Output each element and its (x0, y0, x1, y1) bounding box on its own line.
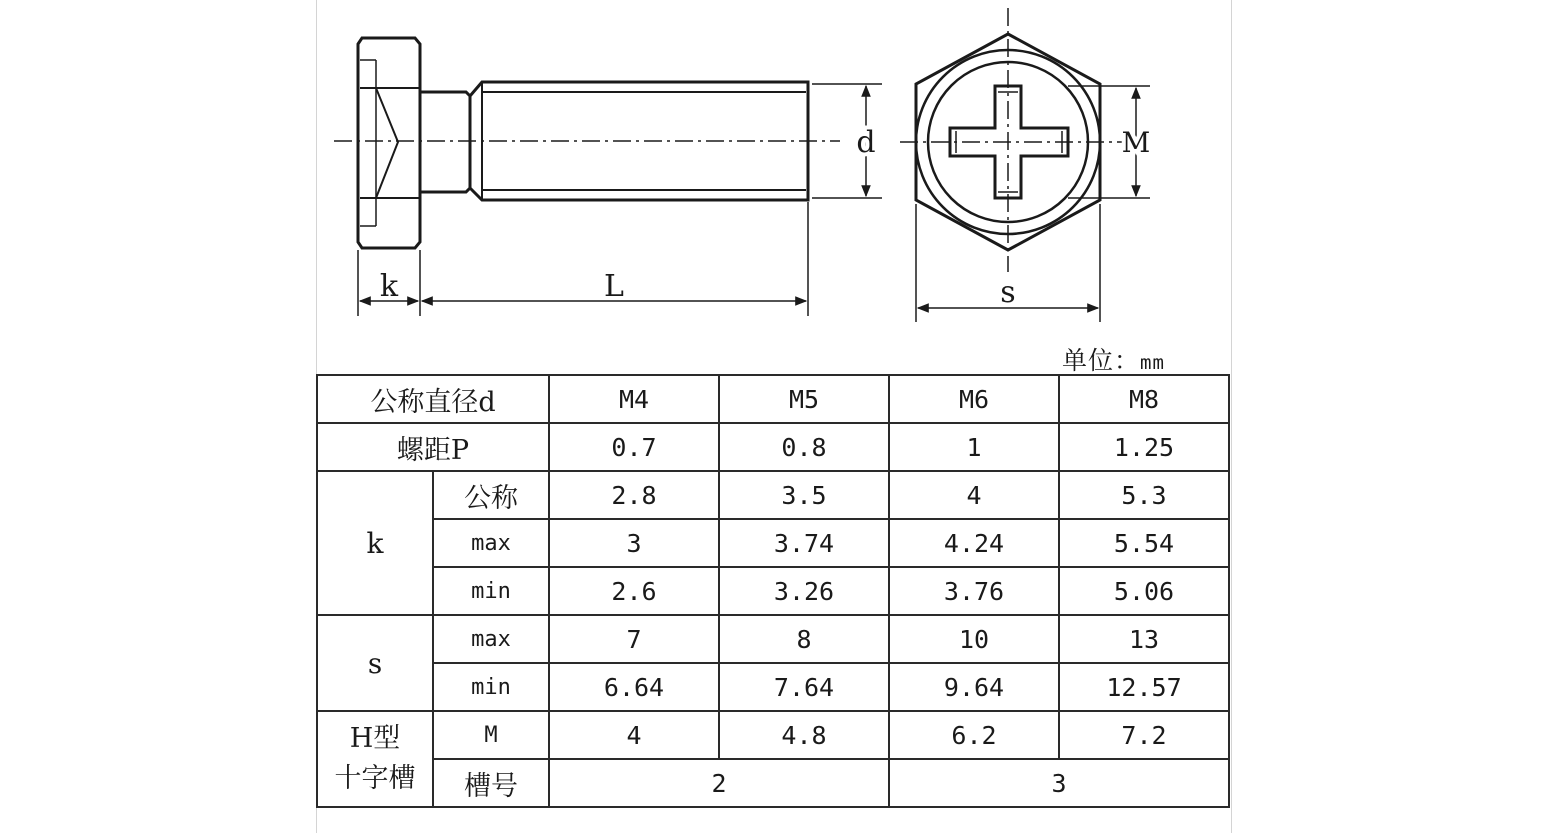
k-nominal-label: 公称 (433, 471, 549, 519)
h-recess-label-line2: 十字槽 (334, 763, 416, 794)
unit-note (1062, 341, 1165, 377)
size-cell: M6 (889, 375, 1059, 423)
table-row-s-min (317, 663, 1229, 711)
h-recess-label-line1: H型 (349, 723, 401, 754)
spec-table (316, 374, 1230, 808)
pitch-cell: 1.25 (1059, 423, 1229, 471)
screw-neck (420, 92, 470, 192)
dim-label-s: s (1000, 275, 1016, 310)
table-row-k-max (317, 519, 1229, 567)
unit-label: 单位： (1062, 346, 1141, 375)
s-max-cell: 7 (549, 615, 719, 663)
recess-M-cell: 6.2 (889, 711, 1059, 759)
side-view (358, 38, 808, 248)
size-cell: M8 (1059, 375, 1229, 423)
k-nominal-cell: 2.8 (549, 471, 719, 519)
k-max-cell: 3.74 (719, 519, 889, 567)
pitch-cell: 1 (889, 423, 1059, 471)
k-max-cell: 3 (549, 519, 719, 567)
s-min-cell: 7.64 (719, 663, 889, 711)
s-min-label: min (433, 663, 549, 711)
s-max-cell: 10 (889, 615, 1059, 663)
k-min-cell: 2.6 (549, 567, 719, 615)
dim-label-M: M (1121, 126, 1151, 159)
k-group-label: k (317, 471, 433, 615)
recess-M-label: M (433, 711, 549, 759)
dim-label-L: L (604, 269, 624, 304)
dimension-k-L (358, 202, 808, 316)
k-max-cell: 5.54 (1059, 519, 1229, 567)
k-nominal-cell: 4 (889, 471, 1059, 519)
screw-technical-drawing (0, 0, 1547, 340)
table-row-pitch (317, 423, 1229, 471)
k-min-label: min (433, 567, 549, 615)
header-label: 公称直径d (317, 375, 549, 423)
pitch-cell: 0.7 (549, 423, 719, 471)
s-max-cell: 13 (1059, 615, 1229, 663)
k-max-cell: 4.24 (889, 519, 1059, 567)
table-row-recess-M (317, 711, 1229, 759)
s-group-label: s (317, 615, 433, 711)
table-row-size (317, 375, 1229, 423)
table-row-k-min (317, 567, 1229, 615)
k-nominal-cell: 5.3 (1059, 471, 1229, 519)
screw-head-side (358, 38, 420, 248)
recess-M-cell: 4 (549, 711, 719, 759)
s-min-cell: 12.57 (1059, 663, 1229, 711)
pitch-cell: 0.8 (719, 423, 889, 471)
s-min-cell: 9.64 (889, 663, 1059, 711)
table-row-k-nominal (317, 471, 1229, 519)
slot-no-cell: 3 (889, 759, 1229, 807)
slot-no-cell: 2 (549, 759, 889, 807)
k-max-label: max (433, 519, 549, 567)
k-nominal-cell: 3.5 (719, 471, 889, 519)
h-recess-group-label (317, 711, 433, 807)
k-min-cell: 5.06 (1059, 567, 1229, 615)
k-min-cell: 3.26 (719, 567, 889, 615)
dim-label-k: k (379, 269, 399, 304)
dim-label-d: d (856, 125, 876, 160)
table-row-slot-no (317, 759, 1229, 807)
k-min-cell: 3.76 (889, 567, 1059, 615)
recess-M-cell: 7.2 (1059, 711, 1229, 759)
size-cell: M4 (549, 375, 719, 423)
slot-no-label: 槽号 (433, 759, 549, 807)
unit-value: mm (1140, 352, 1165, 374)
s-max-label: max (433, 615, 549, 663)
s-min-cell: 6.64 (549, 663, 719, 711)
size-cell: M5 (719, 375, 889, 423)
pitch-label: 螺距P (317, 423, 549, 471)
recess-M-cell: 4.8 (719, 711, 889, 759)
s-max-cell: 8 (719, 615, 889, 663)
table-row-s-max (317, 615, 1229, 663)
